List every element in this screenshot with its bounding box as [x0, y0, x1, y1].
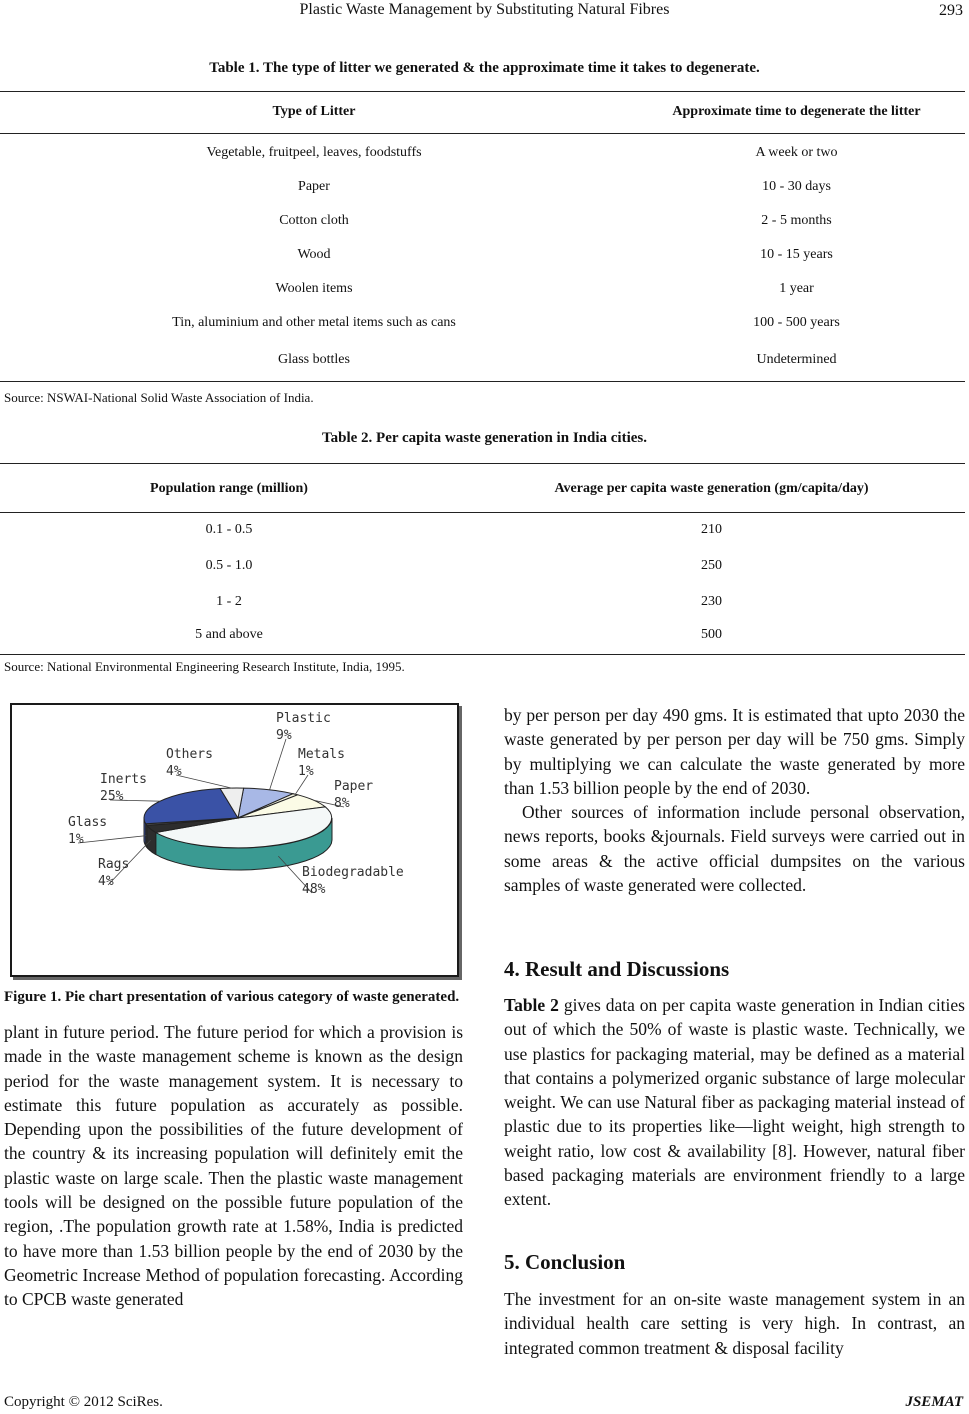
pie-label-value: 9% — [276, 728, 292, 743]
right-paragraph-2: Other sources of information include personal observation, news reports, books &journals. Field surveys were carried out in some areas & the active official dumpsites on the various samples of waste generated were collected. — [504, 802, 965, 896]
table-row — [0, 239, 965, 273]
table-cell: 0.1 - 0.5 — [205, 522, 253, 537]
table-row — [0, 134, 965, 170]
table-cell: Paper — [298, 179, 330, 194]
table1-source: Source: NSWAI-National Solid Waste Association of India. — [4, 390, 314, 405]
right-paragraph-3 — [504, 993, 965, 1212]
table2-source: Source: National Environmental Engineering Research Institute, India, 1995. — [4, 659, 405, 674]
table-row — [0, 549, 965, 585]
pie-chart — [12, 705, 457, 975]
pie-label-value: 25% — [100, 789, 124, 804]
table-cell: Woolen items — [275, 281, 353, 296]
table-cell: 5 and above — [195, 627, 263, 642]
pie-label-value: 4% — [98, 874, 114, 889]
table2-header-row — [0, 464, 965, 513]
table1 — [0, 91, 965, 382]
table2-header-generation: Average per capita waste generation (gm/capita/day) — [554, 481, 869, 496]
table-cell: A week or two — [755, 145, 838, 160]
pie-label-value: 48% — [302, 882, 326, 897]
pie-label-value: 8% — [334, 796, 350, 811]
table-cell: 210 — [701, 522, 722, 537]
table-row — [0, 585, 965, 620]
table-cell: 0.5 - 1.0 — [205, 558, 253, 573]
section-4-heading: 4. Result and Discussions — [504, 957, 730, 981]
pie-leader-line — [78, 836, 146, 843]
table-row — [0, 620, 965, 654]
table-cell: 230 — [701, 594, 722, 609]
section-4-body — [504, 993, 965, 1212]
table-cell: Glass bottles — [278, 352, 350, 367]
pie-label-name: Metals — [298, 747, 345, 762]
right-paragraph-3-text: gives data on per capita waste generation in Indian cities out of which the 50% of waste is plastic waste. Technically, we use plastics for packaging material, may be defined as a material that contains a polymerized organic substance of large molecular weight. We can use Natural fiber as packaging material instead of plastic due to its properties like—light weight, high strength to weight ratio, low cost & availability [8]. However, natural fiber based packaging materials are environment friendly to a large extent. — [504, 995, 965, 1210]
pie-label-value: 4% — [166, 764, 182, 779]
table2 — [0, 463, 965, 655]
table-cell: 2 - 5 months — [761, 213, 832, 228]
table-cell: 500 — [701, 627, 722, 642]
page-number: 293 — [939, 2, 963, 19]
table-cell: 10 - 30 days — [762, 179, 831, 194]
table-cell: 250 — [701, 558, 722, 573]
table2-header-population: Population range (million) — [150, 481, 308, 496]
table-cell: Undetermined — [756, 352, 837, 367]
pie-label-value: 1% — [298, 764, 314, 779]
right-column — [504, 703, 965, 897]
table1-header-type: Type of Litter — [272, 104, 356, 119]
pie-label-name: Rags — [98, 857, 130, 872]
left-column — [4, 1020, 463, 1312]
table-cell: Wood — [297, 247, 331, 262]
pie-label-name: Paper — [334, 779, 374, 794]
table-row — [0, 307, 965, 341]
right-paragraph-4: The investment for an on-site waste management system in an individual health care setting is very high. In contrast, an integrated common treatment & disposal facility — [504, 1289, 965, 1358]
figure1-caption: Figure 1. Pie chart presentation of various category of waste generated. — [4, 989, 460, 1005]
pie-label-name: Biodegradable — [302, 865, 404, 880]
pie-label-value: 1% — [68, 832, 84, 847]
section-5-heading: 5. Conclusion — [504, 1250, 626, 1274]
section-5-body — [504, 1287, 965, 1360]
table-cell: Vegetable, fruitpeel, leaves, foodstuffs — [206, 145, 422, 160]
pie-leader-line — [270, 739, 286, 790]
table1-header-time: Approximate time to degenerate the litter — [672, 104, 921, 119]
table2-caption: Table 2. Per capita waste generation in India cities. — [322, 430, 647, 446]
table2-reference: Table 2 — [504, 995, 559, 1015]
left-paragraph: plant in future period. The future period for which a provision is made in the waste management scheme is known as the design period for the waste management system. It is necessary to estimate this future population as accurately as possible. Depending upon the possibilities of the future development of the country & its increasing population will definitely emit the plastic waste on large scale. Then the plastic waste management tools will be designed on the possible future population of the region, .The population growth rate at 1.58%, India is predicted to have more than 1.53 billion people by the end of 2030 by the Geometric Increase Method of population forecasting. According to CPCB waste generated — [4, 1022, 463, 1310]
table-cell: 1 - 2 — [216, 594, 242, 609]
footer-copyright: Copyright © 2012 SciRes. — [4, 1394, 163, 1410]
table-cell: 1 year — [779, 281, 814, 296]
table-cell: 100 - 500 years — [753, 315, 840, 330]
table-cell: 10 - 15 years — [760, 247, 833, 262]
pie-label-name: Glass — [68, 815, 108, 830]
table1-caption: Table 1. The type of litter we generated & the approximate time it takes to degenerate. — [209, 60, 760, 76]
running-title: Plastic Waste Management by Substituting Natural Fibres — [299, 1, 670, 18]
right-paragraph-1: by per person per day 490 gms. It is estimated that upto 2030 the waste generated by per person per day will be 750 gms. Simply by multiplying we can calculate the waste generated by more than 1.53 billion people by the end of 2030. — [504, 705, 965, 798]
pie-chart-figure — [10, 703, 459, 977]
table-row — [0, 205, 965, 239]
table-row — [0, 513, 965, 549]
pie-label-name: Others — [166, 747, 213, 762]
table-row — [0, 170, 965, 205]
pie-label-name: Plastic — [276, 711, 331, 726]
table-row — [0, 341, 965, 381]
table1-header-row — [0, 92, 965, 134]
table-cell: Cotton cloth — [279, 213, 349, 228]
running-header — [0, 0, 969, 26]
pie-label-name: Inerts — [100, 772, 147, 787]
footer-journal: JSEMAT — [905, 1394, 963, 1410]
table-row — [0, 273, 965, 307]
pie-leader-line — [176, 775, 232, 788]
table-cell: Tin, aluminium and other metal items such as cans — [172, 315, 456, 330]
